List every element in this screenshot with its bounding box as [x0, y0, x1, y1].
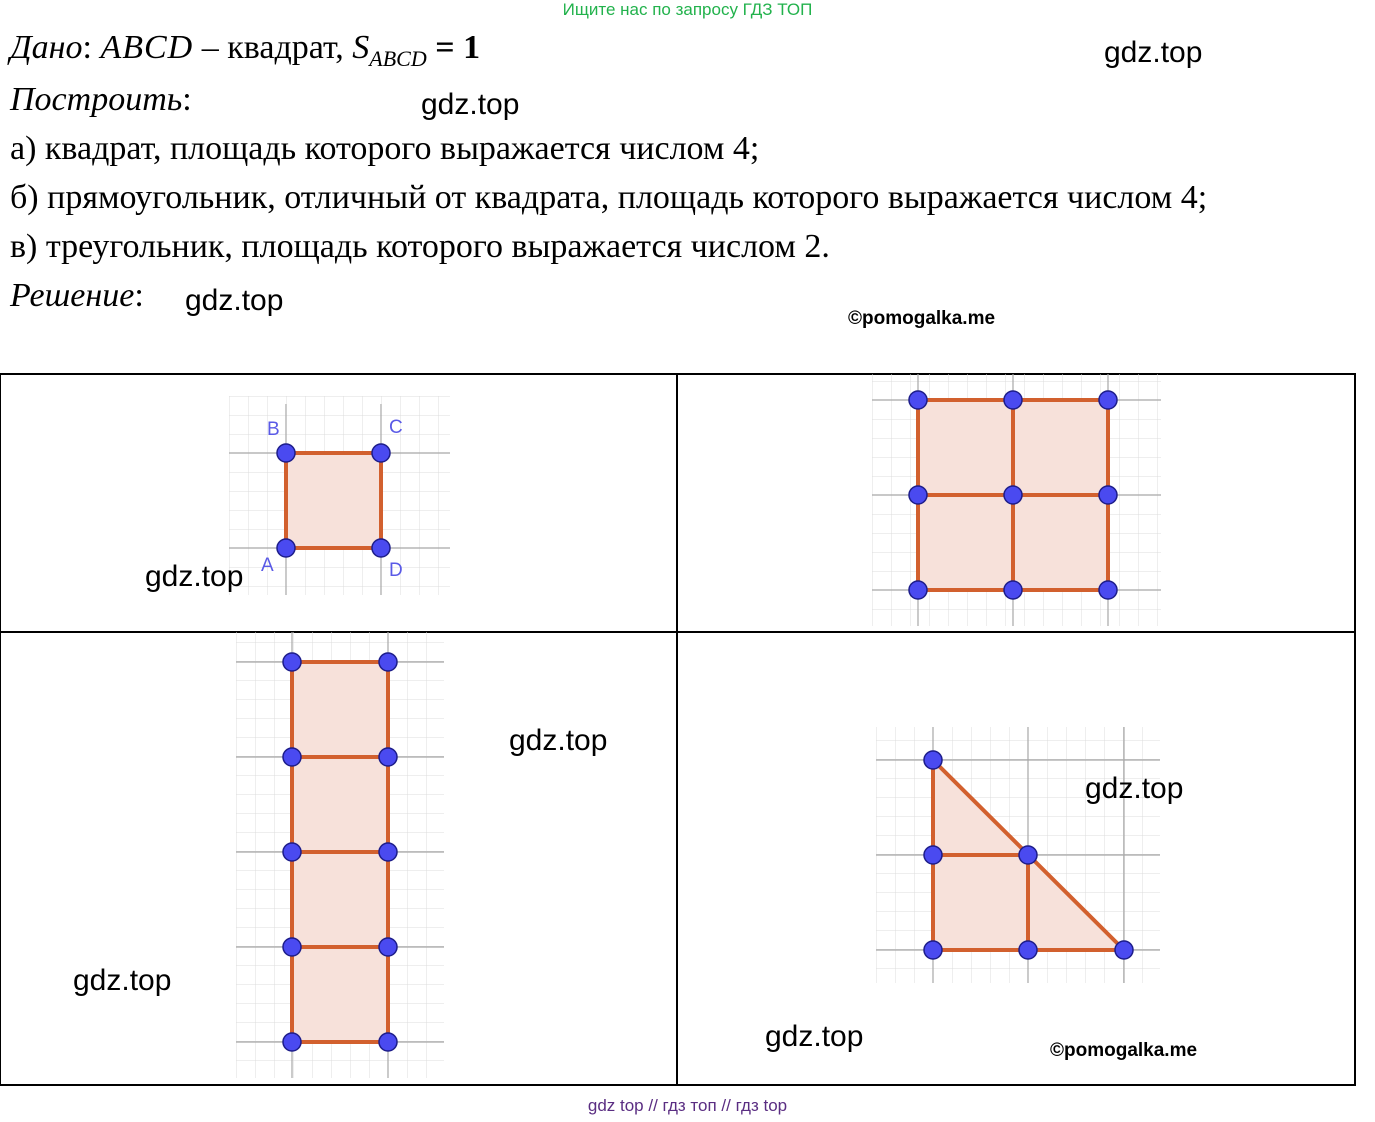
construct-label: Построить	[10, 81, 183, 118]
watermark-5: gdz.top	[509, 724, 608, 757]
footer-links	[0, 1096, 1375, 1116]
given-dash-text: – квадрат,	[201, 29, 344, 66]
figure-unit-square	[229, 396, 450, 595]
copyright-2: ©pomogalka.me	[1050, 1040, 1198, 1061]
area-symbol: S	[352, 29, 370, 66]
solution-colon: :	[134, 277, 144, 314]
given-colon: :	[82, 29, 92, 66]
label-b: B	[267, 419, 280, 440]
watermark-7: gdz.top	[73, 964, 172, 997]
watermark-6: gdz.top	[1085, 772, 1184, 805]
footer-link-2[interactable]: гдз топ	[662, 1096, 717, 1115]
task-c: в) треугольник, площадь которого выражается числом 2.	[10, 228, 830, 265]
figure-square-area-4	[872, 374, 1161, 626]
watermark-8: gdz.top	[765, 1020, 864, 1053]
label-c: C	[389, 417, 403, 438]
watermark-1: gdz.top	[1104, 36, 1203, 69]
label-d: D	[389, 560, 403, 581]
point-c	[372, 444, 390, 462]
solution-label: Решение	[10, 277, 135, 314]
figure-triangle-area-2	[876, 727, 1160, 983]
given-figure: ABCD	[100, 29, 194, 66]
construct-colon: :	[182, 81, 192, 118]
footer-separator-2: //	[721, 1096, 731, 1115]
area-subscript: ABCD	[369, 45, 427, 71]
task-a: а) квадрат, площадь которого выражается числом 4;	[10, 130, 760, 167]
point-d	[372, 539, 390, 557]
label-a: A	[261, 555, 274, 576]
task-b: б) прямоугольник, отличный от квадрата, площадь которого выражается числом 4;	[10, 179, 1208, 216]
top-banner: Ищите нас по запросу ГДЗ ТОП	[562, 0, 813, 19]
square-abcd	[286, 453, 381, 548]
footer-separator-1: //	[648, 1096, 658, 1115]
footer-link-3[interactable]: гдз top	[735, 1096, 788, 1115]
watermark-2: gdz.top	[421, 88, 520, 121]
point-b	[277, 444, 295, 462]
watermark-3: gdz.top	[185, 284, 284, 317]
watermark-4: gdz.top	[145, 560, 244, 593]
copyright-1: ©pomogalka.me	[848, 308, 996, 329]
given-equals: = 1	[435, 29, 481, 66]
figure-rectangle-area-4	[236, 632, 444, 1078]
point-a	[277, 539, 295, 557]
footer-link-1[interactable]: gdz top	[587, 1096, 644, 1115]
given-label: Дано	[10, 29, 83, 66]
